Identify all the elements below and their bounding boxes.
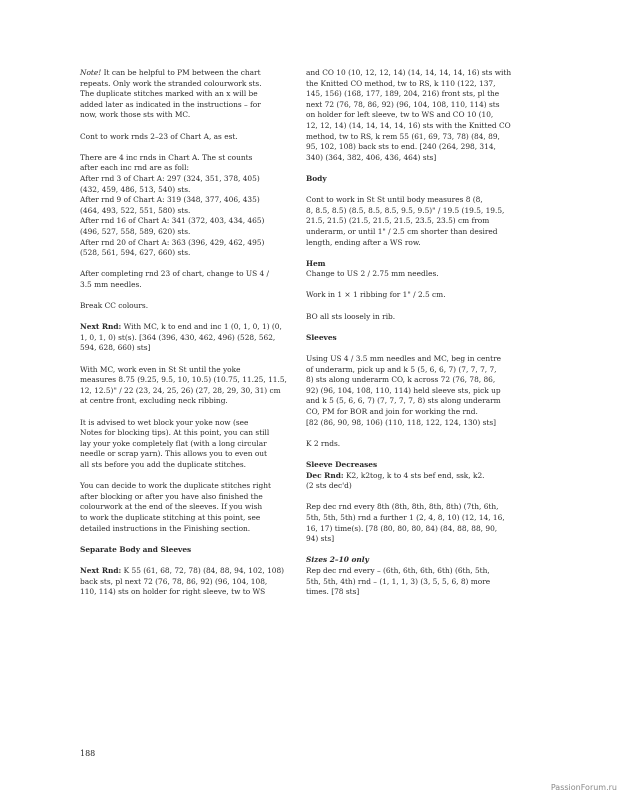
dec-rnd-paragraph (306, 471, 521, 492)
paragraph: and CO 10 (10, 12, 12, 14) (14, 14, 14, 14, 16) sts with the Knitted CO method, tw to RS, k 110 (122, 137, 145, 156) (168, 177, 189, 204, 216) front sts, pl the next 72 (76, 78, 86, 92) (96, 104, 108, 110, 114) sts on holder for left sleeve, tw to WS and CO 10 (10, 12, 12, 14) (14, 14, 14, 14, 16) sts with the Knitted CO method, tw to RS, k rem 55 (61, 69, 73, 78) (84, 89, 95, 102, 108) back sts to end. [240 (264, 298, 314, 340) (364, 382, 406, 436, 464) sts] (306, 68, 512, 162)
paragraph: Cont to work rnds 2–23 of Chart A, as est. (80, 131, 238, 141)
watermark: PassionForum.ru (550, 783, 617, 793)
paragraph: Work in 1 × 1 ribbing for 1" / 2.5 cm. (306, 290, 446, 300)
paragraph: K 2 rnds. (306, 438, 341, 448)
paragraph: Change to US 2 / 2.75 mm needles. (306, 269, 439, 279)
paragraph: You can decide to work the duplicate stitches right after blocking or after you have also finished the colourwork at the end of the sleeves. If you wish to work the duplicate stitching at this point, see detailed instructions in the Finishing section. (80, 481, 271, 533)
section-heading: Separate Body and Sleeves (80, 544, 192, 554)
paragraph: It is advised to wet block your yoke now (see Notes for blocking tips). At this point, you can still lay your yoke completely flat (with a long circular needle or scrap yarn). This allows you to even out all sts before you add the duplicate stitches. (80, 417, 270, 469)
right-column (306, 68, 521, 608)
page-number: 188 (80, 749, 96, 758)
paragraph: Using US 4 / 3.5 mm needles and MC, beg in centre of underarm, pick up and k 5 (5, 6, 6, 7) (7, 7, 7, 7, 8) sts along underarm CO, k across 72 (76, 78, 86, 92) (96, 104, 108, 110, 114) held sleeve sts, pick up and k 5 (5, 6, 6, 7) (7, 7, 7, 7, 8) sts along underarm CO, PM for BOR and join for working the rnd. [82 (86, 90, 98, 106) (110, 118, 122, 124, 130) sts] (306, 354, 502, 427)
next-rnd-paragraph (80, 566, 287, 598)
paragraph: With MC, work even in St St until the yoke measures 8.75 (9.25, 9.5, 10, 10.5) (10.75, 11.25, 11.5, 12, 12.5)" / 22 (23, 24, 25, 26) (27, 28, 29, 30, 31) cm at centre front, excluding neck ribbing. (80, 364, 287, 406)
dec-rnd-label: Dec Rnd: (306, 470, 344, 480)
sizes-subheading: Sizes 2–10 only (306, 555, 369, 565)
section-heading: Hem (306, 258, 326, 268)
paragraph: There are 4 inc rnds in Chart A. The st counts after each inc rnd are as foll: After rnd 3 of Chart A: 297 (324, 351, 378, 405) (432, 459, 486, 513, 540) sts. After rnd 9 of Chart A: 319 (348, 377, 406, 435) (464, 493, 522, 551, 580) sts. After rnd 16 of Chart A: 341 (372, 403, 434, 465) (496, 527, 558, 589, 620) sts. After rnd 20 of Chart A: 363 (396, 429, 462, 495) (528, 561, 594, 627, 660) sts. (80, 152, 265, 258)
dec-rnd-text: K2, k2tog, k to 4 sts bef end, ssk, k2. (2 sts dec'd) (306, 470, 485, 491)
paragraph: Rep dec rnd every 8th (8th, 8th, 8th, 8th) (7th, 6th, 5th, 5th, 5th) rnd a further 1 (2, 4, 8, 10) (12, 14, 16, 16, 17) time(s). [78 (80, 80, 80, 84) (84, 88, 88, 90, 94) sts] (306, 502, 505, 544)
section-heading: Body (306, 173, 327, 183)
paragraph: Cont to work in St St until body measures 8 (8, 8, 8.5, 8.5) (8.5, 8.5, 8.5, 9.5, 9.5)" / 19.5 (19.5, 19.5, 21.5, 21.5) (21.5, 21.5, 21.5, 23.5, 23.5) cm from underarm, or until 1" / 2.5 cm shorter than desired length, ending after a WS row. (306, 195, 505, 247)
paragraph: Break CC colours. (80, 301, 149, 311)
paragraph: After completing rnd 23 of chart, change to US 4 / 3.5 mm needles. (80, 269, 270, 289)
section-heading: Sleeve Decreases (306, 459, 378, 469)
left-column (80, 68, 287, 608)
next-rnd-paragraph (80, 322, 287, 354)
note-paragraph (80, 68, 287, 121)
next-rnd-text: K 55 (61, 68, 72, 78) (84, 88, 94, 102, 108) back sts, pl next 72 (76, 78, 86, 92) (96, 104, 108, 110, 114) sts on holder for right sleeve, tw to WS (80, 565, 285, 597)
next-rnd-label: Next Rnd: (80, 322, 122, 332)
paragraph: Rep dec rnd every – (6th, 6th, 6th, 6th) (6th, 5th, 5th, 5th, 4th) rnd – (1, 1, 1, 3) (3, 5, 5, 6, 8) more times. [78 sts] (306, 565, 491, 597)
section-heading: Sleeves (306, 332, 337, 342)
note-label: Note! (80, 68, 102, 77)
paragraph: BO all sts loosely in rib. (306, 311, 396, 321)
next-rnd-text: With MC, k to end and inc 1 (0, 1, 0, 1) (0, 1, 0, 1, 0) st(s). [364 (396, 430, 462, 496) (528, 562, 594, 628, 660) sts] (80, 322, 282, 353)
note-text: It can be helpful to PM between the chart repeats. Only work the stranded colourwork sts. The duplicate stitches marked with an x will be added later as indicated in the instructions – for now, work those sts with MC. (80, 68, 262, 120)
next-rnd-label: Next Rnd: (80, 565, 122, 575)
